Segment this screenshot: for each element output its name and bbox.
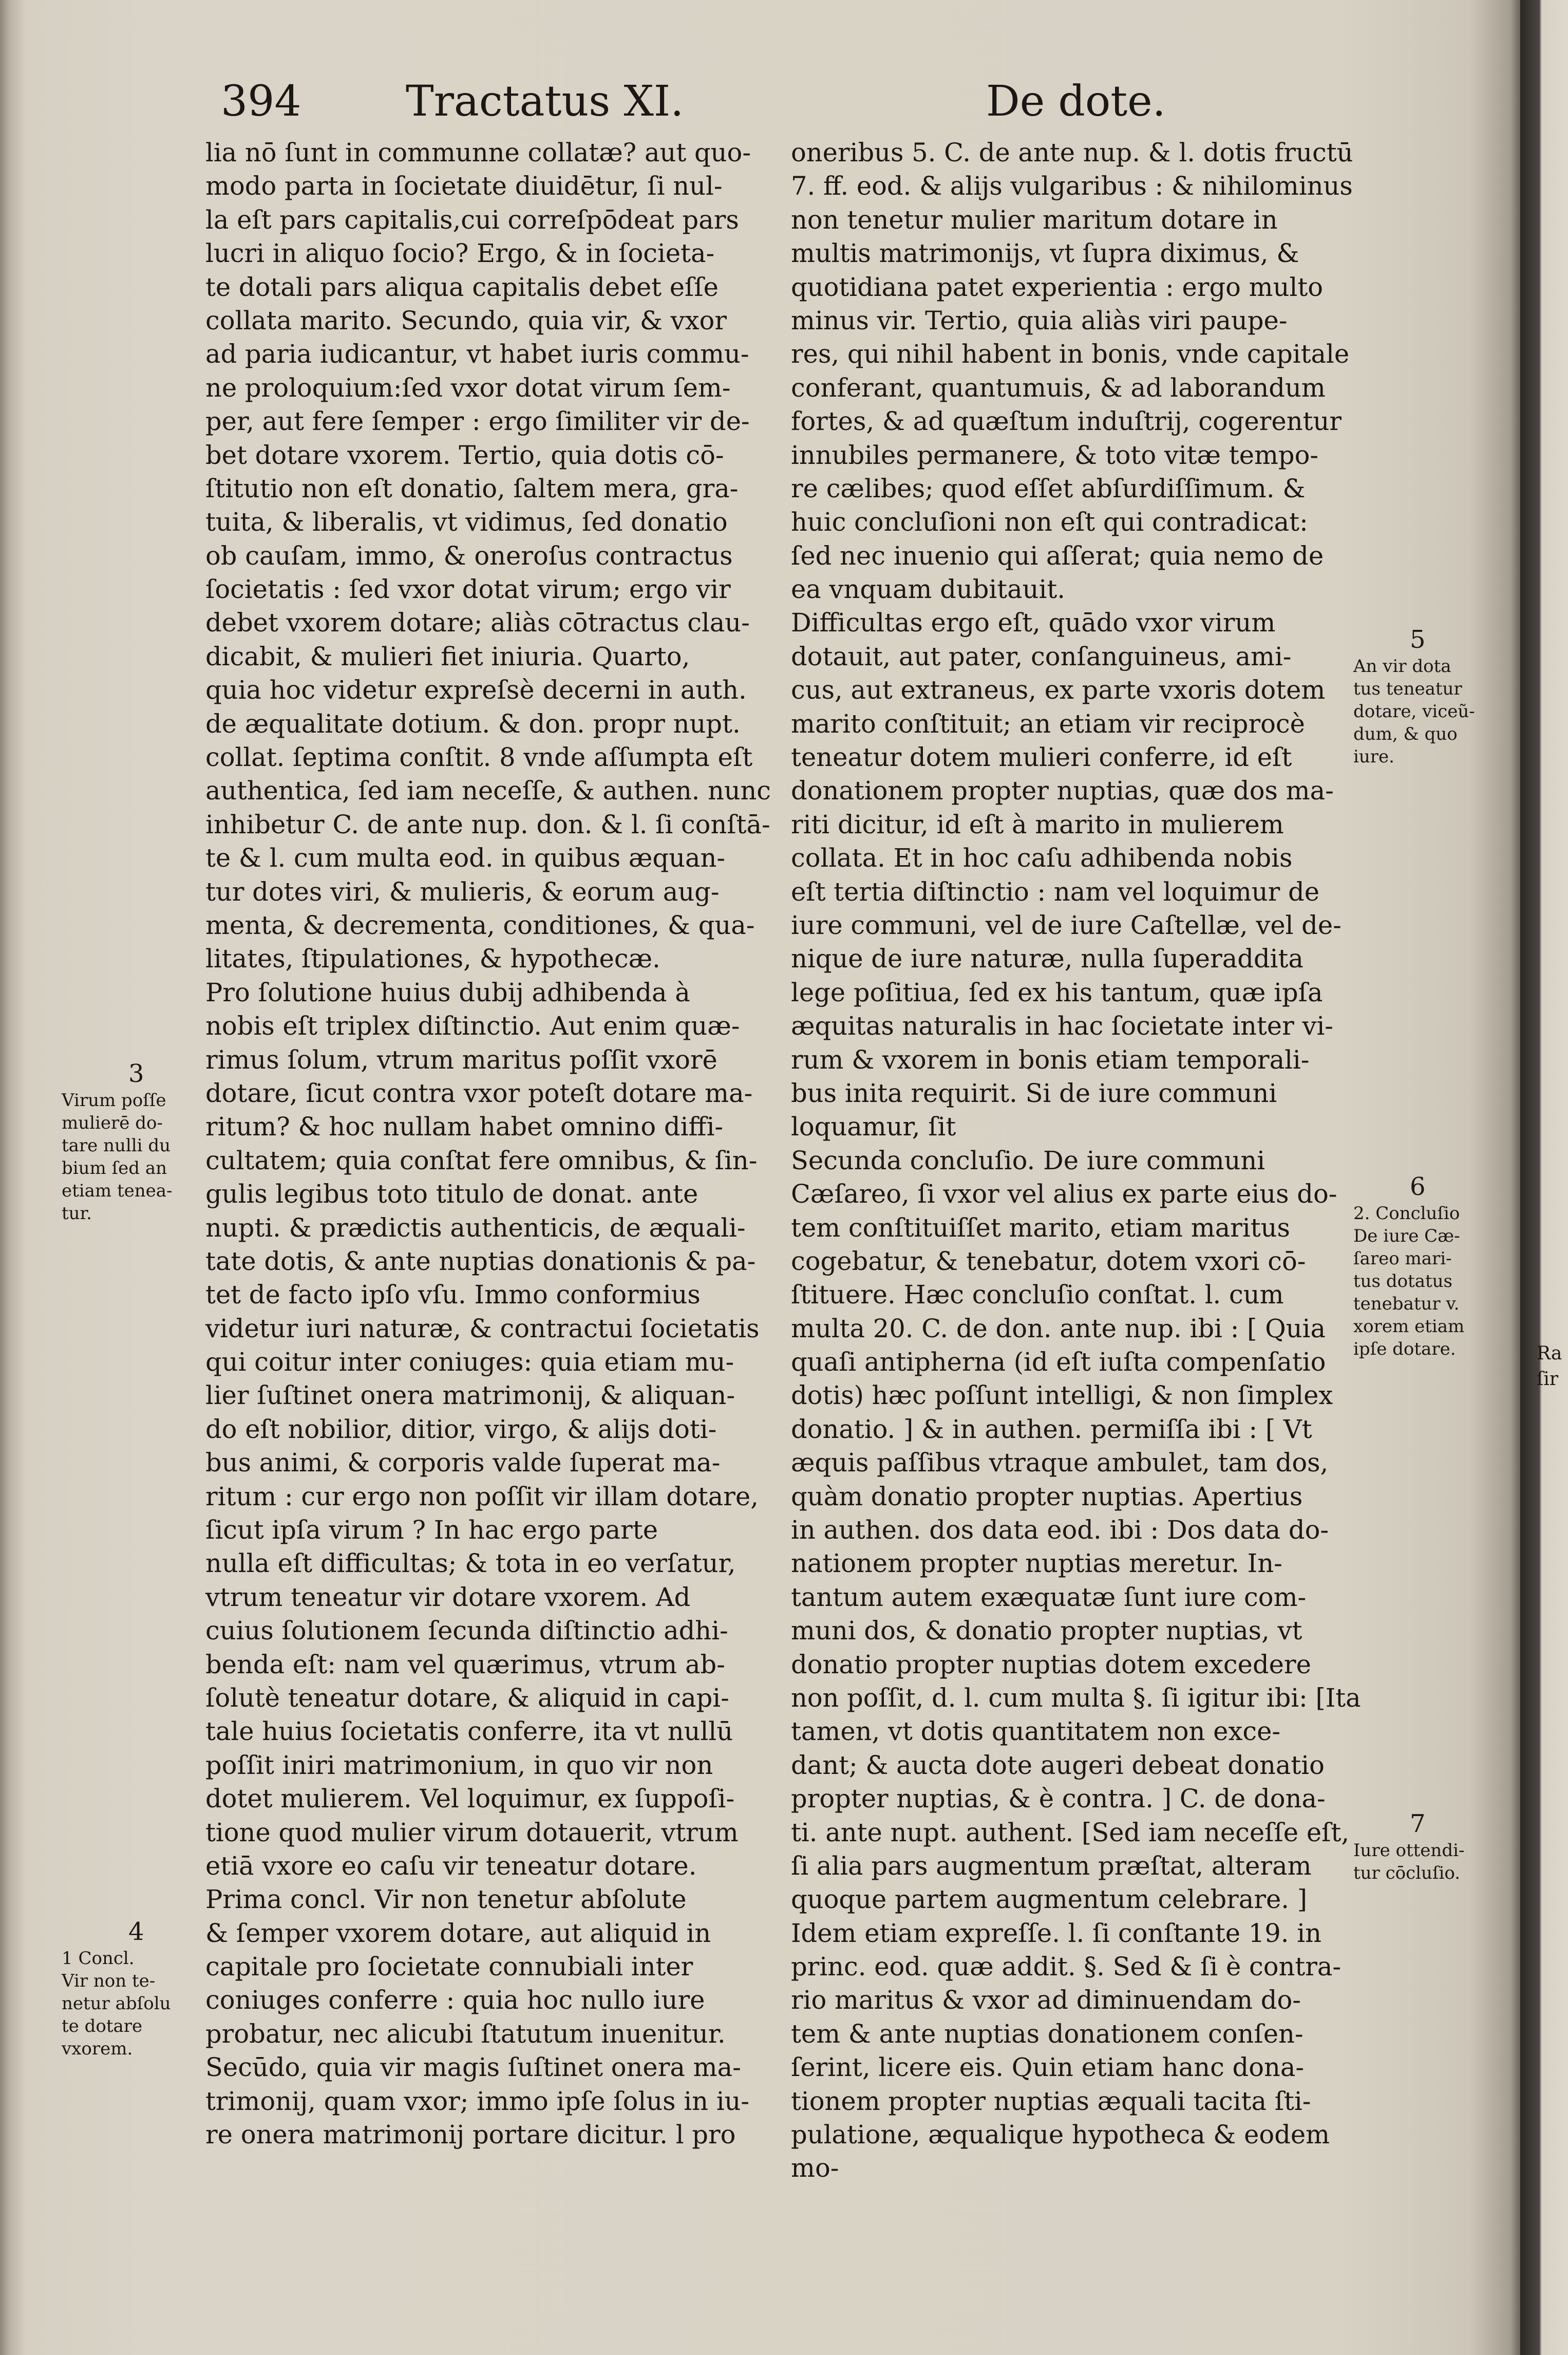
text-line: tantum autem exæquatæ ſunt iure com- [791, 1582, 1307, 1612]
margin-note-line: Virum poſſe [62, 1090, 166, 1111]
text-line: ritum : cur ergo non poſſit vir illam dotare, [205, 1481, 759, 1511]
text-line: conferant, quantumuis, & ad laborandum [791, 372, 1326, 403]
text-line: donatio. ] & in authen. permiſſa ibi : [ Vt [791, 1414, 1312, 1444]
text-line: ad paria iudicantur, vt habet iuris commu- [205, 339, 749, 369]
text-line: ti. ante nupt. authent. [Sed iam neceſſe eſt, [791, 1817, 1350, 1847]
margin-note-number: 6 [1410, 1172, 1426, 1201]
margin-note-line: Iure ottendi- [1353, 1840, 1465, 1861]
text-line: æquis paſſibus vtraque ambulet, tam dos, [791, 1448, 1329, 1478]
text-line: inhibetur C. de ante nup. don. & l. ſi conſtā- [205, 809, 770, 839]
text-line: tet de facto ipſo vſu. Immo conformius [205, 1280, 701, 1310]
text-line: & ſemper vxorem dotare, aut aliquid in [205, 1918, 711, 1948]
text-line: muni dos, & donatio propter nuptias, vt [791, 1616, 1302, 1646]
adjacent-page-edge [1520, 0, 1568, 2355]
margin-note-line: 2. Concluſio [1353, 1203, 1460, 1224]
text-line: tione quod mulier virum dotauerit, vtrum [205, 1817, 739, 1847]
text-line: bus animi, & corporis valde ſuperat ma- [205, 1448, 721, 1478]
text-line: dotauit, aut pater, conſanguineus, ami- [791, 641, 1292, 671]
page-number: 394 [221, 77, 301, 126]
text-line: etiā vxore eo caſu vir teneatur dotare. [205, 1851, 697, 1881]
margin-note-line: mulierē do- [62, 1113, 163, 1133]
margin-note-line: tenebatur v. [1353, 1294, 1460, 1314]
text-line: propter nuptias, & è contra. ] C. de dona- [791, 1784, 1326, 1814]
text-line: quia hoc videtur expreſsè decerni in auth. [205, 675, 747, 705]
text-line: æquitas naturalis in hac ſocietate inter vi- [791, 1011, 1334, 1041]
margin-note-line: 1 Concl. [62, 1948, 135, 1969]
text-line: rimus ſolum, vtrum maritus poſſit vxorē [205, 1044, 717, 1075]
text-line: minus vir. Tertio, quia aliàs viri paupe- [791, 305, 1288, 335]
margin-note-number: 4 [128, 1917, 144, 1946]
text-line: capitale pro ſocietate connubiali inter [205, 1952, 693, 1982]
text-line: probatur, nec alicubi ſtatutum inuenitur. [205, 2018, 726, 2049]
text-line: cus, aut extraneus, ex parte vxoris dotem [791, 675, 1326, 705]
text-line: re cælibes; quod eſſet abſurdiſſimum. & [791, 473, 1306, 503]
text-line: te dotali pars aliqua capitalis debet eſſe [205, 272, 719, 302]
text-line: Prima concl. Vir non tenetur abſolute [205, 1884, 687, 1915]
fragment-line: Ra [1537, 1343, 1562, 1364]
text-line: collata marito. Secundo, quia vir, & vxor [205, 305, 727, 335]
margin-note-line: iure. [1353, 746, 1394, 767]
text-line: ſocietatis : ſed vxor dotat virum; ergo vir [205, 574, 731, 605]
text-line: tate dotis, & ante nuptias donationis & pa- [205, 1246, 756, 1276]
margin-note-line: bium ſed an [62, 1158, 167, 1179]
text-line: tionem propter nuptias æquali tacita ſti- [791, 2086, 1311, 2116]
text-line: multis matrimonijs, vt ſupra diximus, & [791, 238, 1299, 269]
text-line: qui coitur inter coniuges: quia etiam mu- [205, 1347, 734, 1377]
text-line: multa 20. C. de don. ante nup. ibi : [ Quia [791, 1313, 1326, 1343]
text-line: trimonij, quam vxor; immo ipſe ſolus in iu- [205, 2086, 750, 2116]
text-line: cuius ſolutionem ſecunda diſtinctio adhi- [205, 1616, 728, 1646]
text-line: bet dotare vxorem. Tertio, quia dotis cō- [205, 440, 724, 470]
text-line: rum & vxorem in bonis etiam temporali- [791, 1044, 1310, 1075]
text-line: nupti. & prædictis authenticis, de æquali- [205, 1212, 746, 1243]
text-line: tem & ante nuptias donationem conſen- [791, 2018, 1303, 2049]
text-line: authentica, ſed iam neceſſe, & authen. nunc [205, 776, 771, 806]
text-line: nobis eſt triplex diſtinctio. Aut enim quæ- [205, 1011, 740, 1041]
text-line: menta, & decrementa, conditiones, & qua- [205, 910, 755, 940]
text-line: bus inita requirit. Si de iure communi [791, 1078, 1277, 1108]
margin-note-number: 3 [128, 1059, 144, 1088]
margin-note-line: dotare, viceũ- [1353, 701, 1475, 722]
text-line: re onera matrimonij portare dicitur. l pro [205, 2120, 736, 2150]
margin-note-line: netur abſolu [62, 1993, 171, 2014]
text-line: marito conſtituit; an etiam vir reciprocè [791, 708, 1305, 739]
text-line: ne proloquium:ſed vxor dotat virum ſem- [205, 372, 731, 403]
text-line: ſerint, licere eis. Quin etiam hanc dona- [791, 2052, 1305, 2083]
running-header [221, 77, 1325, 139]
text-line: de æqualitate dotium. & don. propr nupt. [205, 708, 741, 739]
left-text-column [205, 136, 770, 2152]
margin-note-line: te dotare [62, 2016, 143, 2036]
text-line: nulla eſt difficultas; & tota in eo verſatur, [205, 1548, 736, 1579]
margin-note-7 [1353, 1808, 1502, 1884]
margin-note-line: vxorem. [62, 2039, 133, 2059]
margin-note-line: tus teneatur [1353, 679, 1462, 699]
text-line: nationem propter nuptias meretur. In- [791, 1548, 1282, 1579]
text-line: non poſſit, d. l. cum multa §. ſi igitur ibi: [Ita [791, 1683, 1361, 1713]
text-line: quoque partem augmentum celebrare. ] [791, 1884, 1308, 1915]
text-line: mo- [791, 2153, 839, 2183]
text-line: ſicut ipſa virum ? In hac ergo parte [205, 1515, 658, 1545]
text-line: iure communi, vel de iure Caſtellæ, vel de- [791, 910, 1342, 940]
text-line: Difficultas ergo eſt, quādo vxor virum [791, 608, 1276, 638]
text-line: cogebatur, & tenebatur, dotem vxori cō- [791, 1246, 1306, 1276]
text-line: la eſt pars capitalis,cui correſpōdeat pars [205, 204, 739, 235]
text-line: non tenetur mulier maritum dotare in [791, 204, 1278, 235]
margin-note-line: ipſe dotare. [1353, 1339, 1456, 1359]
text-line: tur dotes viri, & mulieris, & eorum aug- [205, 876, 720, 907]
margin-note-4 [62, 1916, 211, 2060]
margin-note-line: dum, & quo [1353, 724, 1458, 744]
text-line: ſtitutio non eſt donatio, ſaltem mera, gra- [205, 473, 739, 503]
text-line: pulatione, æqualique hypotheca & eodem [791, 2120, 1330, 2150]
text-line: coniuges conferre : quia hoc nullo iure [205, 1985, 705, 2015]
text-line: ſtituere. Hæc concluſio conſtat. l. cum [791, 1280, 1284, 1310]
text-line: princ. eod. quæ addit. §. Sed & ſi è contra- [791, 1952, 1342, 1982]
text-line: gulis legibus toto titulo de donat. ante [205, 1179, 698, 1209]
text-line: nique de iure naturæ, nulla ſuperaddita [791, 944, 1303, 974]
text-line: quaſi antipherna (id eſt iuſta compenſatio [791, 1347, 1326, 1377]
text-line: Idem etiam expreſſe. l. ſi conſtante 19. in [791, 1918, 1321, 1948]
margin-note-number: 7 [1410, 1809, 1426, 1838]
text-line: donationem propter nuptias, quæ dos ma- [791, 776, 1334, 806]
adjacent-page-fragment [1537, 1341, 1567, 1392]
margin-note-line: De iure Cæ- [1353, 1226, 1460, 1246]
text-line: Cæſareo, ſi vxor vel alius ex parte eius do- [791, 1179, 1337, 1209]
text-line: ſed nec inuenio qui aſſerat; quia nemo de [791, 540, 1324, 571]
margin-note-line: tare nulli du [62, 1135, 171, 1156]
text-line: Secunda concluſio. De iure communi [791, 1145, 1265, 1175]
header-title: Tractatus XI. [406, 77, 684, 126]
text-line: debet vxorem dotare; aliàs cōtractus clau- [205, 608, 750, 638]
text-line: modo parta in ſocietate diuidētur, ſi nul- [205, 171, 723, 201]
text-line: lia nō ſunt in communne collatæ? aut quo- [205, 138, 751, 167]
margin-note-line: Vir non te- [62, 1971, 156, 1991]
margin-note-6 [1353, 1171, 1502, 1360]
text-line: lier ſuſtinet onera matrimonij, & aliquan- [205, 1380, 735, 1411]
text-line: tamen, vt dotis quantitatem non exce- [791, 1716, 1281, 1747]
text-line: Secūdo, quia vir magis ſuſtinet onera ma- [205, 2052, 741, 2083]
text-line: in authen. dos data eod. ibi : Dos data do- [791, 1515, 1329, 1545]
text-line: tem conſtituiſſet marito, etiam maritus [791, 1212, 1290, 1243]
margin-note-line: An vir dota [1353, 656, 1451, 677]
text-line: teneatur dotem mulieri conferre, id eſt [791, 742, 1292, 773]
margin-note-line: xorem etiam [1353, 1316, 1465, 1337]
text-line: tuita, & liberalis, vt vidimus, ſed donatio [205, 507, 728, 537]
text-line: 7. ff. eod. & alijs vulgaribus : & nihilominus [791, 171, 1353, 201]
text-line: quàm donatio propter nuptias. Apertius [791, 1481, 1303, 1511]
text-line: dotis) hæc poſſunt intelligi, & non ſimplex [791, 1380, 1333, 1411]
text-line: riti dicitur, id eſt à marito in mulierem [791, 809, 1284, 839]
text-line: benda eſt: nam vel quærimus, vtrum ab- [205, 1649, 725, 1679]
text-line: dotet mulierem. Vel loquimur, ex ſuppoſi- [205, 1784, 735, 1814]
text-line: Pro ſolutione huius dubij adhibenda à [205, 977, 690, 1007]
text-line: huic concluſioni non eſt qui contradicat: [791, 507, 1308, 537]
text-line: collata. Et in hoc caſu adhibenda nobis [791, 843, 1293, 873]
text-line: loquamur, ſit [791, 1112, 956, 1142]
text-line: res, qui nihil habent in bonis, vnde capitale [791, 339, 1350, 369]
text-line: videtur iuri naturæ, & contractui ſocietatis [205, 1313, 760, 1343]
text-line: tale huius ſocietatis conferre, ita vt nullū [205, 1716, 733, 1747]
text-line: poſſit iniri matrimonium, in quo vir non [205, 1750, 713, 1780]
text-line: rio maritus & vxor ad diminuendam do- [791, 1985, 1301, 2015]
text-line: ſolutè teneatur dotare, & aliquid in capi- [205, 1683, 729, 1713]
margin-note-line: tus dotatus [1353, 1271, 1452, 1292]
text-line: ob cauſam, immo, & oneroſus contractus [205, 540, 733, 571]
right-text-column [791, 136, 1361, 2185]
text-line: per, aut fere ſemper : ergo ſimiliter vir de- [205, 406, 750, 437]
margin-note-line: tur cōcluſio. [1353, 1863, 1461, 1883]
margin-note-5 [1353, 624, 1502, 768]
margin-note-line: ſareo mari- [1353, 1248, 1452, 1269]
text-line: ea vnquam dubitauit. [791, 574, 1065, 605]
margin-note-3 [62, 1058, 211, 1225]
margin-note-number: 5 [1410, 625, 1426, 654]
text-line: fortes, & ad quæſtum induſtrij, cogerentur [791, 406, 1342, 437]
text-line: lege poſitiua, ſed ex his tantum, quæ ipſa [791, 977, 1323, 1007]
text-line: dicabit, & mulieri fiet iniuria. Quarto, [205, 641, 690, 671]
text-line: eſt tertia diſtinctio : nam vel loquimur de [791, 876, 1320, 907]
text-line: collat. ſeptima conſtit. 8 vnde aſſumpta eſt [205, 742, 753, 773]
text-line: donatio propter nuptias dotem excedere [791, 1649, 1311, 1679]
text-line: ritum? & hoc nullam habet omnino diffi- [205, 1112, 724, 1142]
text-line: innubiles permanere, & toto vitæ tempo- [791, 440, 1319, 470]
text-line: dant; & aucta dote augeri debeat donatio [791, 1750, 1325, 1780]
text-line: litates, ſtipulationes, & hypothecæ. [205, 944, 660, 974]
text-line: do eſt nobilior, ditior, virgo, & alijs doti- [205, 1414, 717, 1444]
text-line: vtrum teneatur vir dotare vxorem. Ad [205, 1582, 691, 1612]
text-line: quotidiana patet experientia : ergo multo [791, 272, 1324, 302]
margin-note-line: etiam tenea- [62, 1181, 173, 1201]
fragment-line: ſir [1537, 1369, 1559, 1390]
text-line: lucri in aliquo ſocio? Ergo, & in ſocieta- [205, 238, 715, 269]
text-line: cultatem; quia conſtat fere omnibus, & ſin- [205, 1145, 758, 1175]
text-line: ſi alia pars augmentum præſtat, alteram [791, 1851, 1312, 1881]
text-line: oneribus 5. C. de ante nup. & l. dotis fructū [791, 138, 1353, 167]
text-line: te & l. cum multa eod. in quibus æquan- [205, 843, 726, 873]
text-line: dotare, ſicut contra vxor poteſt dotare ma- [205, 1078, 753, 1108]
margin-note-line: tur. [62, 1203, 92, 1224]
header-subject: De dote. [986, 77, 1166, 126]
